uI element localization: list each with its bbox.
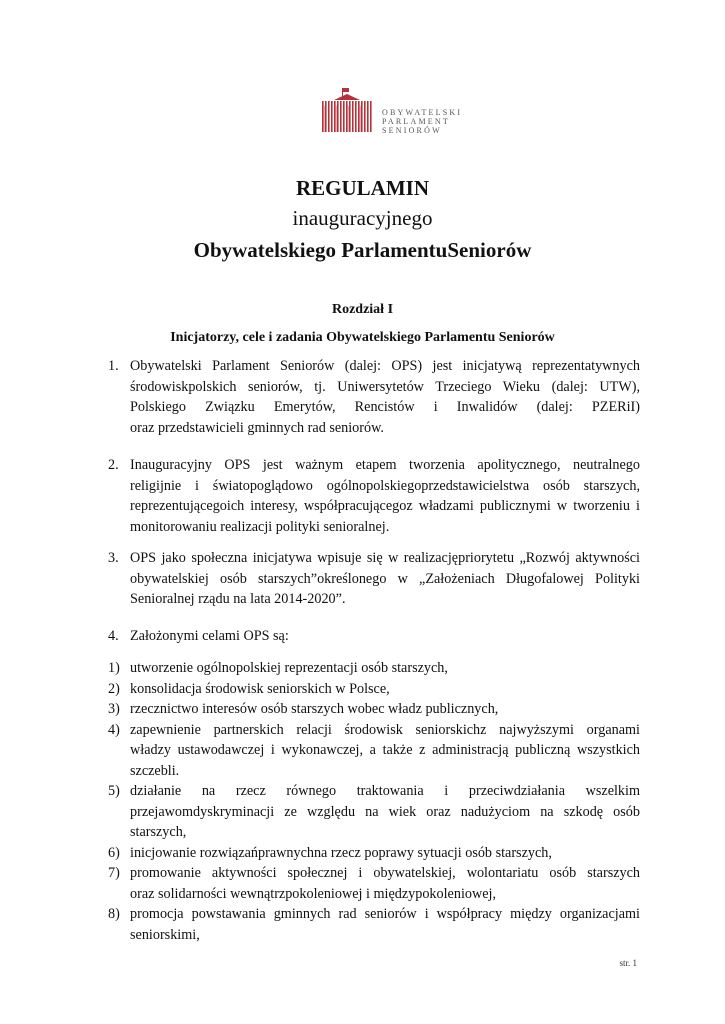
goal-number: 2) <box>108 680 120 697</box>
point-line: Polskiego Związku Emerytów, Rencistów i Inwalidów (dalej: PZERiI) <box>130 399 640 415</box>
point-line: religijnie i światopoglądowo ogólnopolskiegoprzedstawicielstwa osób starszych, <box>130 477 640 494</box>
point-2 <box>108 455 640 537</box>
point-number: 4. <box>108 628 119 644</box>
point-line: Inauguracyjny OPS jest ważnym etapem tworzenia apolitycznego, neutralnego <box>130 457 640 473</box>
goal-line: władzy ustawodawczej i wykonawczej, a także z administracją publiczną wszystkich <box>130 742 640 758</box>
goal-number: 5) <box>108 783 120 799</box>
point-line: Obywatelski Parlament Seniorów (dalej: OPS) jest inicjatywą reprezentatywnych <box>130 358 640 374</box>
point-line: Senioralnej rządu na lata 2014-2020”. <box>130 591 346 607</box>
goal-item <box>108 843 640 864</box>
goal-item <box>108 781 640 843</box>
goal-line: seniorskimi, <box>130 926 200 943</box>
point-line: oraz przedstawicieli gminnych rad seniorów. <box>130 419 384 436</box>
goal-number: 3) <box>108 701 120 717</box>
chapter-label: Rozdział I <box>331 302 394 317</box>
goal-line: zapewnienie partnerskich relacji środowisk seniorskichz najwyższymi organami <box>130 721 640 738</box>
goal-line: starszych, <box>130 824 187 840</box>
logo <box>320 86 470 136</box>
page-number: str. 1 <box>619 958 637 968</box>
goal-item <box>108 679 640 700</box>
goal-number: 7) <box>108 865 120 881</box>
logo-wordmark <box>382 108 462 135</box>
goal-number: 4) <box>108 721 120 738</box>
point-1 <box>108 356 640 438</box>
point-line: OPS jako społeczna inicjatywa wpisuje się w realizacjępriorytetu „Rozwój aktywności <box>130 550 640 566</box>
chapter-heading: Inicjatorzy, cele i zadania Obywatelskiego Parlamentu Seniorów <box>170 330 555 345</box>
goal-line: utworzenie ogólnopolskiej reprezentacji osób starszych, <box>130 660 448 676</box>
goal-line: działanie na rzecz równego traktowania i przeciwdziałania wszelkim <box>130 783 640 799</box>
goal-item <box>108 904 640 945</box>
point-line: obywatelskiej osób starszych”określonego w „Założeniach Długofalowej Polityki <box>130 570 640 587</box>
point-line: reprezentującegoich interesy, współpracującegoz władzami publicznymi w tworzeniu i <box>130 498 640 514</box>
point-3 <box>108 548 640 610</box>
goal-number: 6) <box>108 844 120 861</box>
point-number: 3. <box>108 550 119 566</box>
document-organization-title: Obywatelskiego ParlamentuSeniorów <box>193 238 532 262</box>
logo-line-3: SENIORÓW <box>382 126 442 135</box>
logo-line-2: PARLAMENT <box>382 117 450 126</box>
goal-item <box>108 863 640 904</box>
goal-number: 1) <box>108 660 120 676</box>
logo-line-1: OBYWATELSKI <box>382 108 463 117</box>
parliament-logo-icon <box>320 86 374 134</box>
goal-line: rzecznictwo interesów osób starszych wobec władz publicznych, <box>130 701 499 717</box>
goal-item <box>108 699 640 720</box>
point-number: 2. <box>108 457 119 473</box>
point-line: monitorowaniu realizacji polityki senioralnej. <box>130 518 390 535</box>
goal-line: szczebli. <box>130 762 180 779</box>
point-number: 1. <box>108 358 119 374</box>
goal-item <box>108 720 640 782</box>
goal-line: promowanie aktywności społecznej i obywatelskiej, wolontariatu osób starszych <box>130 865 640 881</box>
goal-number: 8) <box>108 906 120 922</box>
document-subtitle: inauguracyjnego <box>292 206 433 230</box>
point-line: środowiskpolskich seniorów, tj. Uniwersytetów Trzeciego Wieku (dalej: UTW), <box>130 378 640 395</box>
goal-line: inicjowanie rozwiązańprawnychna rzecz poprawy sytuacji osób starszych, <box>130 844 552 861</box>
goal-line: promocja powstawania gminnych rad seniorów i współpracy między organizacjami <box>130 906 640 922</box>
goals-list <box>108 658 640 945</box>
goal-line: przejawomdyskryminacji ze względu na wiek oraz nadużyciom na szkodę osób <box>130 803 640 820</box>
point-4 <box>108 626 640 647</box>
document-title: REGULAMIN <box>295 176 429 200</box>
goal-line: konsolidacja środowisk seniorskich w Polsce, <box>130 680 390 697</box>
goal-line: oraz solidarności wewnątrzpokoleniowej i międzypokoleniowej, <box>130 885 497 902</box>
goal-item <box>108 658 640 679</box>
point-line: Założonymi celami OPS są: <box>130 628 289 644</box>
